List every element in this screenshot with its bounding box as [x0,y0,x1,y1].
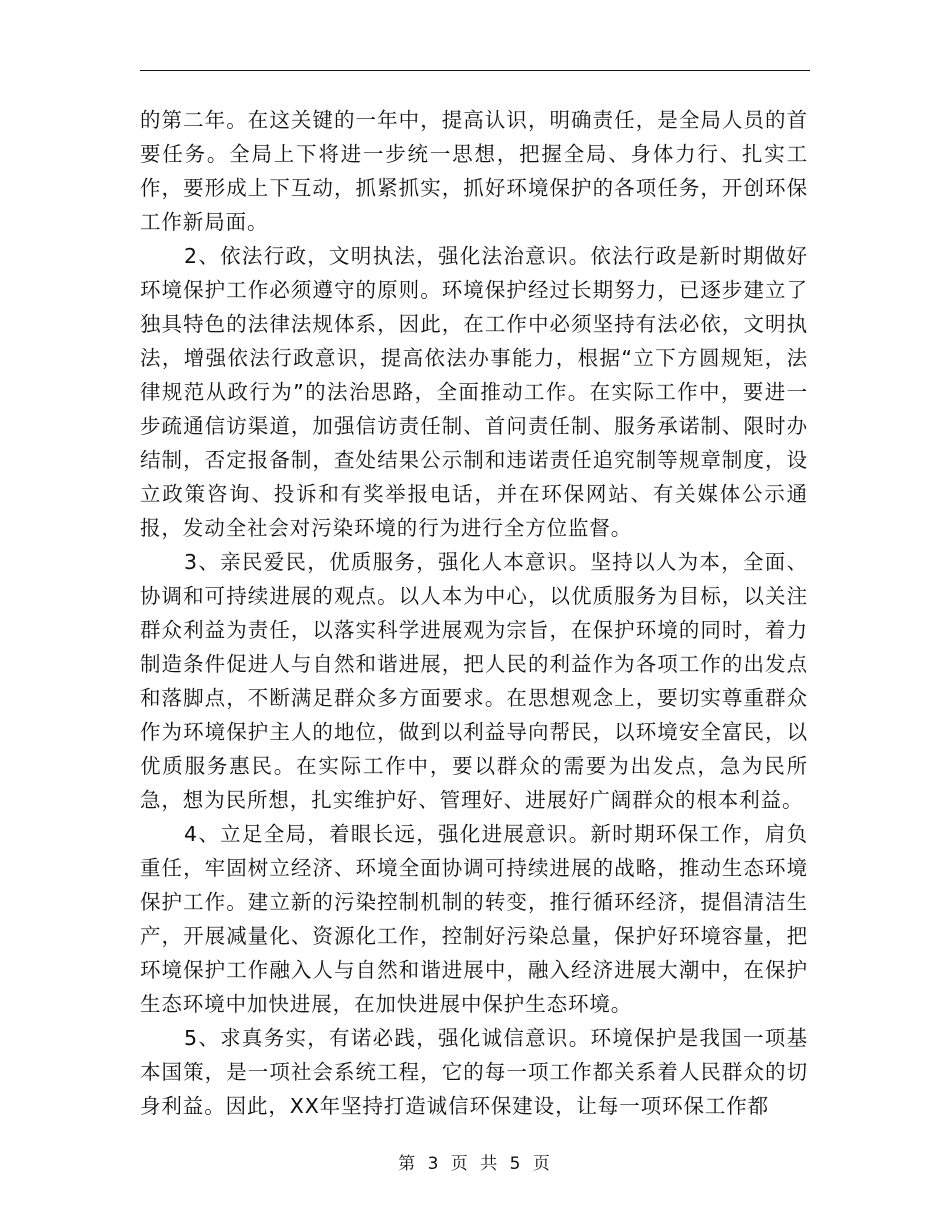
page-number-footer: 第 3 页 共 5 页 [398,1154,552,1174]
paragraph-rule-of-law: 2、依法行政，文明执法，强化法治意识。依法行政是新时期做好环境保护工作必须遵守的原则。环境保护经过长期努力，已逐步建立了独具特色的法律法规体系，因此，在工作中必须坚持有法必依，文明执法，增强依法行政意识，提高依法办事能力，根据“立下方圆规矩，法律规范从政行为”的法治思路，全面推动工作。在实际工作中，要进一步疏通信访渠道，加强信访责任制、首问责任制、服务承诺制、限时办结制，否定报备制，查处结果公示制和违诺责任追究制等规章制度，设立政策咨询、投诉和有奖举报电话，并在环保网站、有关媒体公示通报，发动全社会对污染环境的行为进行全方位监督。 [140,244,808,540]
header-rule [140,70,810,71]
paragraph-continuation: 的第二年。在这关键的一年中，提高认识，明确责任，是全局人员的首要任务。全局上下将进一步统一思想，把握全局、身体力行、扎实工作，要形成上下互动，抓紧抓实，抓好环境保护的各项任务，开创环保工作新局面。 [140,108,808,234]
paragraph-integrity: 5、求真务实，有诺必践，强化诚信意识。环境保护是我国一项基本国策，是一项社会系统工程，它的每一项工作都关系着人民群众的切身利益。因此，XX年坚持打造诚信环保建设，让每一项环保工作都 [140,1026,808,1118]
paragraph-development: 4、立足全局，着眼长远，强化进展意识。新时期环保工作，肩负重任，牢固树立经济、环境全面协调可持续进展的战略，推动生态环境保护工作。建立新的污染控制机制的转变，推行循环经济，提倡清洁生产，开展减量化、资源化工作，控制好污染总量，保护好环境容量，把环境保护工作融入人与自然和谐进展中，融入经济进展大潮中，在保护生态环境中加快进展，在加快进展中保护生态环境。 [140,822,808,1016]
paragraph-people-oriented: 3、亲民爱民，优质服务，强化人本意识。坚持以人为本，全面、协调和可持续进展的观点。以人本为中心，以优质服务为目标，以关注群众利益为责任，以落实科学进展观为宗旨，在保护环境的同时，着力制造条件促进人与自然和谐进展，把人民的利益作为各项工作的出发点和落脚点，不断满足群众多方面要求。在思想观念上，要切实尊重群众作为环境保护主人的地位，做到以利益导向帮民，以环境安全富民，以优质服务惠民。在实际工作中，要以群众的需要为出发点，急为民所急，想为民所想，扎实维护好、管理好、进展好广阔群众的根本利益。 [140,550,808,812]
document-body [140,103,808,1123]
